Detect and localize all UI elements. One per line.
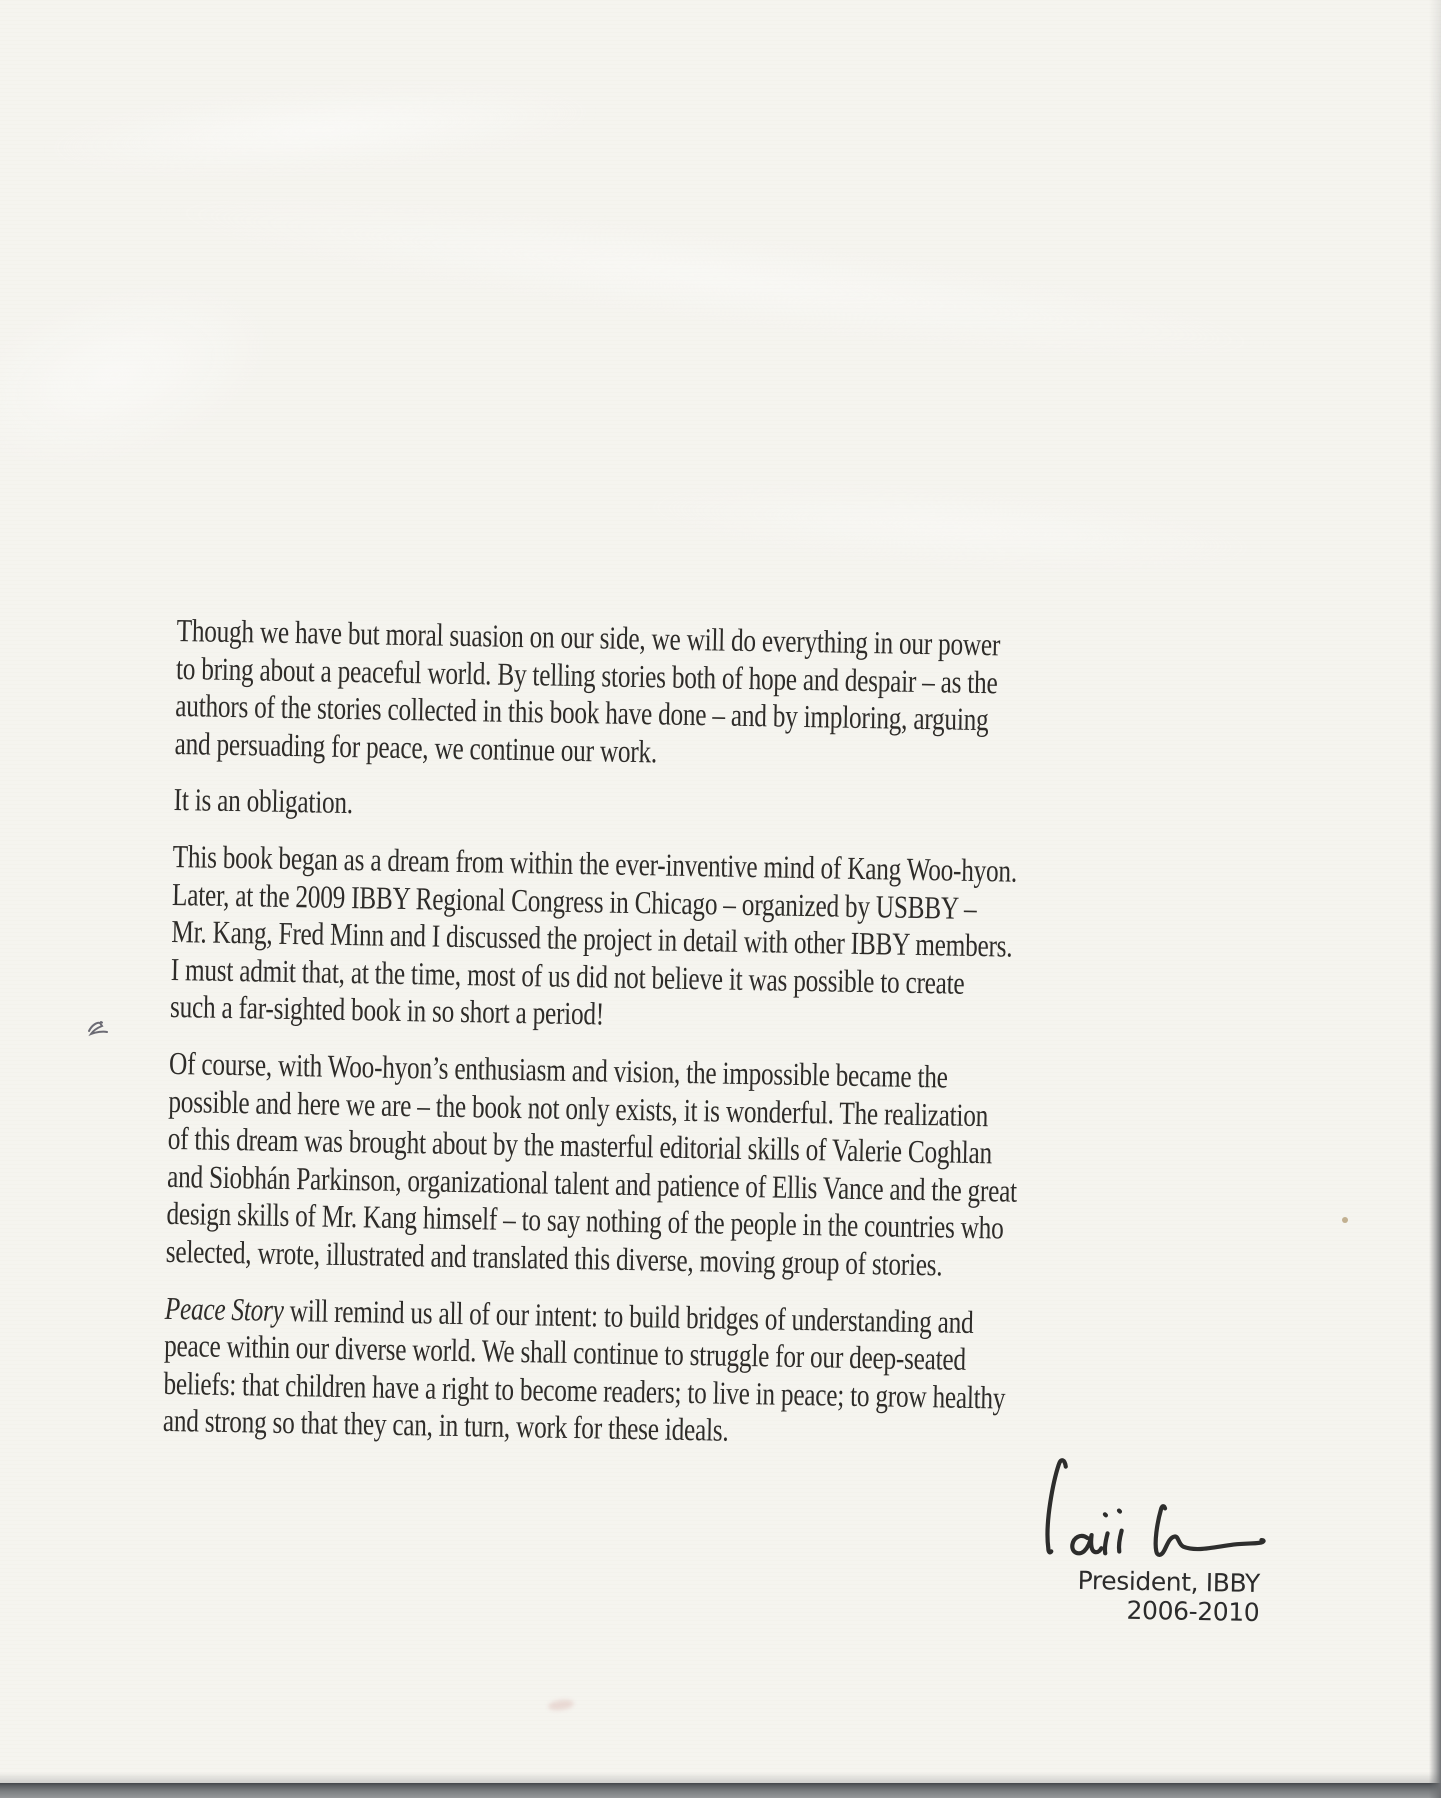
text-line: such a far-sighted book in so short a period! bbox=[169, 988, 605, 1032]
paper-light-streak bbox=[628, 468, 1272, 587]
paragraph bbox=[174, 612, 1188, 780]
text-line: Later, at the 2009 IBBY Regional Congress in Chicago – organized by USBBY – bbox=[171, 875, 977, 926]
paragraph bbox=[166, 1045, 1181, 1288]
ink-smudge bbox=[84, 1016, 114, 1040]
paper-light-streak bbox=[38, 71, 602, 190]
text-line: Mr. Kang, Fred Minn and I discussed the project in detail with other IBBY members. bbox=[171, 913, 1013, 964]
text-line: peace within our diverse world. We shall continue to struggle for our deep-seated bbox=[163, 1326, 967, 1377]
signature bbox=[1028, 1452, 1272, 1568]
signer-role: President, IBBY bbox=[1077, 1565, 1260, 1599]
paragraph bbox=[173, 781, 1185, 836]
text-line: and persuading for peace, we continue our work. bbox=[174, 724, 658, 770]
book-title-italic: Peace Story bbox=[164, 1289, 284, 1328]
text-line: selected, wrote, illustrated and translated this diverse, moving group of stories. bbox=[165, 1232, 943, 1283]
text-line: It is an obligation. bbox=[173, 781, 354, 821]
text-line: and Siobhán Parkinson, organizational talent and patience of Ellis Vance and the great bbox=[166, 1157, 1018, 1209]
paragraph bbox=[170, 838, 1184, 1044]
paper-light-streak bbox=[139, 165, 1291, 390]
text-line: This book began as a dream from within the ever-inventive mind of Kang Woo-hyon. bbox=[172, 837, 1018, 889]
text-line: possible and here we are – the book not only exists, it is wonderful. The realization bbox=[168, 1082, 989, 1133]
paper-smudge bbox=[547, 1698, 574, 1712]
text-line-rest: will remind us all of our intent: to build bridges of understanding and bbox=[283, 1291, 974, 1340]
text-line: to bring about a peaceful world. By telling stories both of hope and despair – as the bbox=[175, 649, 998, 700]
text-line: Of course, with Woo-hyon’s enthusiasm and vision, the impossible became the bbox=[168, 1044, 949, 1095]
text-line: and strong so that they can, in turn, work for these ideals. bbox=[162, 1402, 729, 1449]
text-line: of this dream was brought about by the masterful editorial skills of Valerie Coghlan bbox=[167, 1120, 993, 1171]
letter-body bbox=[162, 612, 1188, 1476]
text-line: authors of the stories collected in this book have done – and by imploring, arguing bbox=[175, 687, 989, 738]
paper-speck bbox=[1342, 1217, 1348, 1223]
text-line: Though we have but moral suasion on our side, we will do everything in our power bbox=[176, 612, 1001, 663]
text-line: I must admit that, at the time, most of us did not believe it was possible to create bbox=[170, 950, 965, 1001]
signature-block bbox=[1027, 1452, 1262, 1626]
text-line: beliefs: that children have a right to become readers; to live in peace; to grow healthy bbox=[163, 1364, 1006, 1416]
paper-light-streak bbox=[0, 248, 297, 502]
text-line: design skills of Mr. Kang himself – to say nothing of the people in the countries who bbox=[166, 1195, 1004, 1246]
scan-bottom-edge bbox=[0, 1783, 1441, 1798]
signer-term: 2006-2010 bbox=[1126, 1595, 1260, 1628]
paragraph bbox=[163, 1289, 1177, 1457]
scan-right-edge bbox=[1429, 0, 1441, 1798]
